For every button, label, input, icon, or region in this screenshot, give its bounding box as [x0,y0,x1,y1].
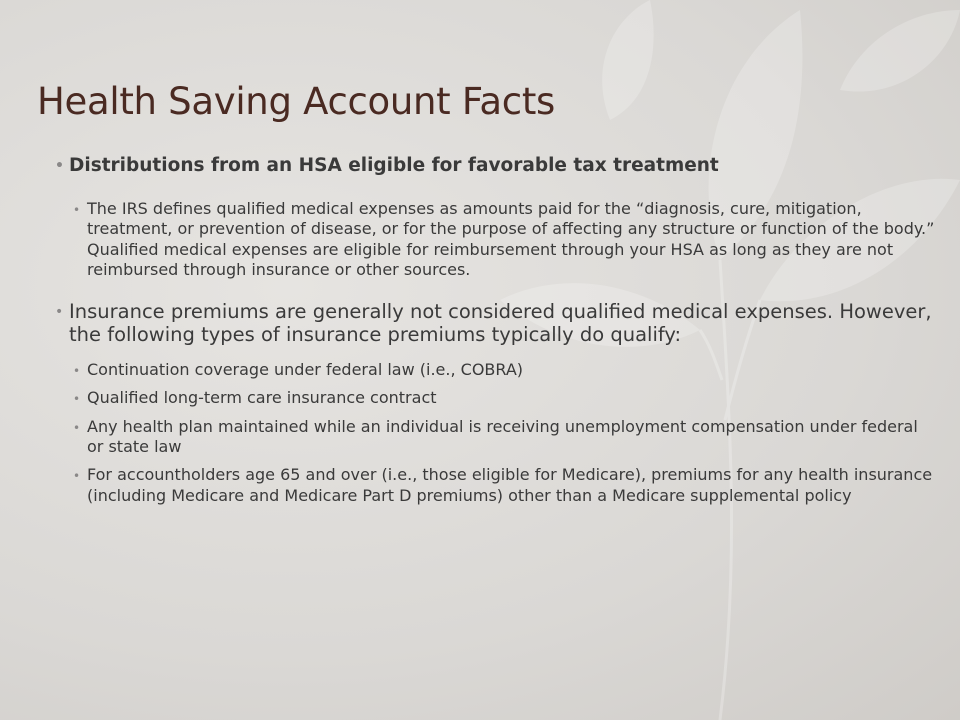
sub-bullet-text: The IRS defines qualified medical expenses as amounts paid for the “diagnosis, cure, mitigation, treatment, or prevention of disease, or for the purpose of affecting any structure or function of the body.” Qualified medical expenses are eligible for reimbursement through your HSA as long as they are not reimbursed through insurance or other sources. [87,199,935,279]
sub-bullet-long-term-care [73,388,935,408]
sub-bullet-medicare [73,465,935,506]
bullet-icon: • [73,469,81,484]
section-heading-distributions [55,154,935,177]
sub-bullet-text: Continuation coverage under federal law (i.e., COBRA) [87,360,524,380]
sub-bullet-text: For accountholders age 65 and over (i.e., those eligible for Medicare), premiums for any health insurance (including Medicare and Medicare Part D premiums) other than a Medicare supplemental policy [87,465,933,505]
slide-content [55,154,935,514]
section-heading-text: Distributions from an HSA eligible for favorable tax treatment [69,155,719,176]
section-heading-text: Insurance premiums are generally not considered qualified medical expenses. However, the following types of insurance premiums typically do qualify: [69,300,932,347]
sub-bullet-text: Qualified long-term care insurance contract [87,388,437,408]
bullet-icon: • [73,420,81,435]
sub-bullet-text: Any health plan maintained while an individual is receiving unemployment compensation under federal or state law [87,416,918,457]
bullet-icon: • [55,158,64,174]
bullet-icon: • [73,392,81,407]
section-heading-insurance-premiums [55,300,935,346]
bullet-icon: • [55,304,64,321]
bullet-icon: • [73,203,81,217]
slide-title: Health Saving Account Facts [37,80,556,123]
sub-bullet-irs-definition [73,199,935,280]
sub-bullet-unemployment [73,417,935,458]
bullet-icon: • [73,364,81,379]
sub-bullet-cobra [73,360,935,380]
